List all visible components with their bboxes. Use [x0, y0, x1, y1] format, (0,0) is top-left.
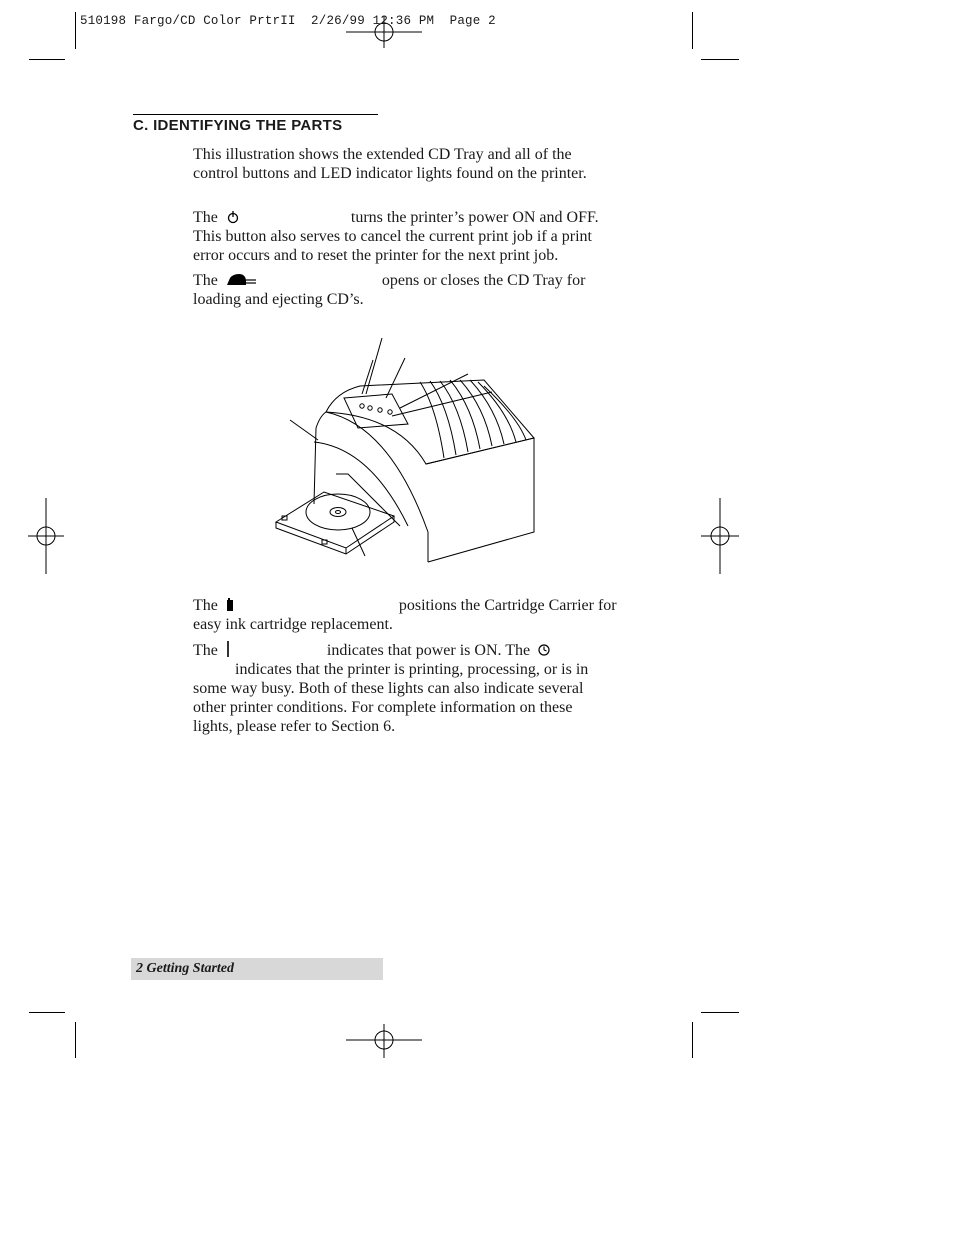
section-heading: C. IDENTIFYING THE PARTS [133, 114, 378, 134]
power-light-icon [225, 641, 231, 657]
intro-line: This illustration shows the extended CD Tray and all of the [193, 146, 572, 163]
clock-icon [537, 643, 551, 657]
power-icon [226, 210, 240, 224]
the-word: The [193, 272, 218, 289]
page-footer: 2 Getting Started [131, 958, 383, 980]
intro-line: control buttons and LED indicator lights found on the printer. [193, 165, 587, 182]
registration-mark-bottom [346, 1022, 422, 1062]
cartridge-line: easy ink cartridge replacement. [193, 616, 393, 633]
intro-paragraph [193, 145, 587, 183]
power-paragraph [193, 208, 599, 265]
cartridge-text: positions the Cartridge Carrier for [398, 597, 617, 614]
cartridge-paragraph [193, 596, 617, 634]
slug-line: 510198 Fargo/CD Color PrtrII 2/26/99 12:36 PM Page 2 [80, 14, 496, 28]
registration-mark-left [28, 498, 64, 574]
power-text: turns the printer’s power ON and OFF. [350, 209, 599, 226]
cd-tray-icon [225, 273, 259, 287]
printer-illustration [270, 336, 550, 568]
cartridge-icon [225, 598, 235, 612]
registration-mark-right [701, 498, 739, 574]
lights-text: indicates that power is ON. The [326, 642, 531, 659]
the-word: The [193, 642, 218, 659]
lights-paragraph [193, 641, 588, 736]
tray-text: opens or closes the CD Tray for [381, 272, 586, 289]
lights-line: other printer conditions. For complete information on these [193, 699, 573, 716]
the-word: The [193, 597, 218, 614]
power-line: error occurs and to reset the printer for the next print job. [193, 247, 559, 264]
the-word: The [193, 209, 218, 226]
lights-line: some way busy. Both of these lights can also indicate several [193, 680, 584, 697]
tray-paragraph [193, 271, 585, 309]
power-line: This button also serves to cancel the current print job if a print [193, 228, 592, 245]
tray-line: loading and ejecting CD’s. [193, 291, 364, 308]
lights-line: indicates that the printer is printing, processing, or is in [235, 661, 589, 678]
lights-line: lights, please refer to Section 6. [193, 718, 396, 735]
